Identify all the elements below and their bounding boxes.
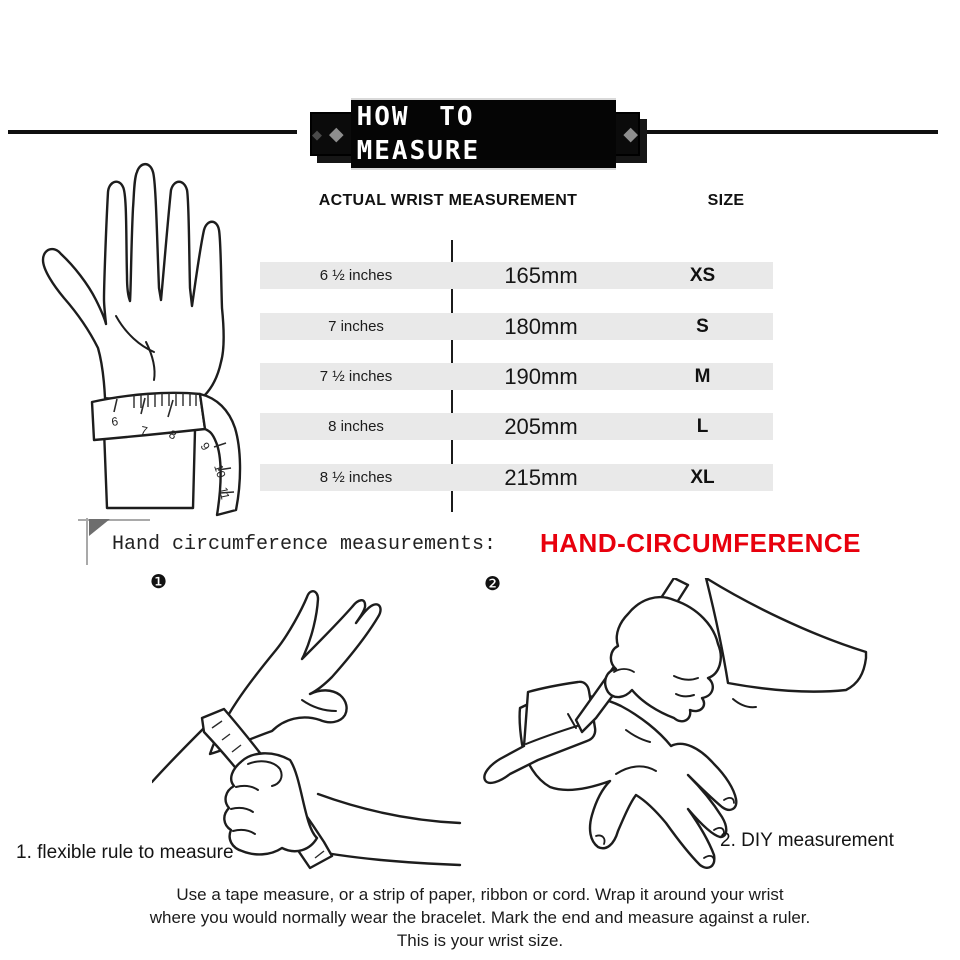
hand-with-tape-illustration	[28, 148, 290, 520]
size-value: S	[696, 316, 709, 337]
instructions-line-1: Use a tape measure, or a strip of paper, ribbon or cord. Wrap it around your wrist	[176, 885, 784, 904]
table-row	[260, 464, 773, 491]
column-header-wrist-measurement: ACTUAL WRIST MEASUREMENT	[318, 192, 578, 209]
step-1-caption: 1. flexible rule to measure	[16, 842, 234, 863]
hand-circumference-label: Hand circumference measurements:	[112, 533, 497, 556]
wrist-inches-value: 6 ½ inches	[319, 267, 393, 284]
title-rule-right	[642, 130, 938, 134]
tape-number: 7	[139, 423, 149, 439]
size-value: XL	[690, 467, 715, 488]
flexible-rule-illustration	[152, 588, 462, 878]
diamond-icon-left: ◆	[329, 123, 344, 145]
page-title: HOW TO MEASURE	[351, 98, 617, 170]
size-value: L	[696, 416, 709, 437]
title-banner	[310, 102, 640, 166]
title-rule-left	[8, 130, 297, 134]
wrist-mm-value: 180mm	[504, 314, 578, 339]
tape-number: 8	[166, 427, 179, 443]
table-row	[260, 363, 773, 390]
hand-circumference-highlight: HAND-CIRCUMFERENCE	[540, 528, 861, 558]
wrist-inches-value: 8 inches	[328, 418, 384, 435]
size-value: XS	[689, 265, 716, 286]
instructions-line-3: This is your wrist size.	[396, 931, 564, 950]
table-row	[260, 413, 773, 440]
wrist-inches-value: 7 ½ inches	[319, 368, 393, 385]
wrist-mm-value: 190mm	[504, 364, 578, 389]
wrist-inches-value: 7 inches	[328, 318, 384, 335]
instructions-line-2: where you would normally wear the bracelet. Mark the end and measure against a ruler.	[149, 908, 811, 927]
tape-number: 10	[211, 462, 229, 480]
tape-number: 6	[110, 414, 120, 429]
diamond-icon-right: ◆	[623, 123, 638, 145]
step-2-marker: ❷	[484, 574, 502, 595]
diamond-icon-small: ◆	[312, 126, 322, 142]
wrist-mm-value: 215mm	[504, 465, 578, 490]
column-header-size: SIZE	[707, 192, 745, 209]
step-1-marker: ❶	[150, 572, 168, 593]
wrist-mm-value: 205mm	[504, 414, 578, 439]
size-value: M	[694, 366, 711, 387]
tape-number: 9	[197, 439, 213, 454]
tape-number: 11	[216, 485, 233, 501]
wrist-inches-value: 8 ½ inches	[319, 469, 393, 486]
table-row	[260, 262, 773, 289]
instructions-paragraph	[0, 883, 960, 952]
step-2-caption: 2. DIY measurement	[720, 830, 894, 851]
table-row	[260, 313, 773, 340]
wrist-mm-value: 165mm	[504, 263, 578, 288]
